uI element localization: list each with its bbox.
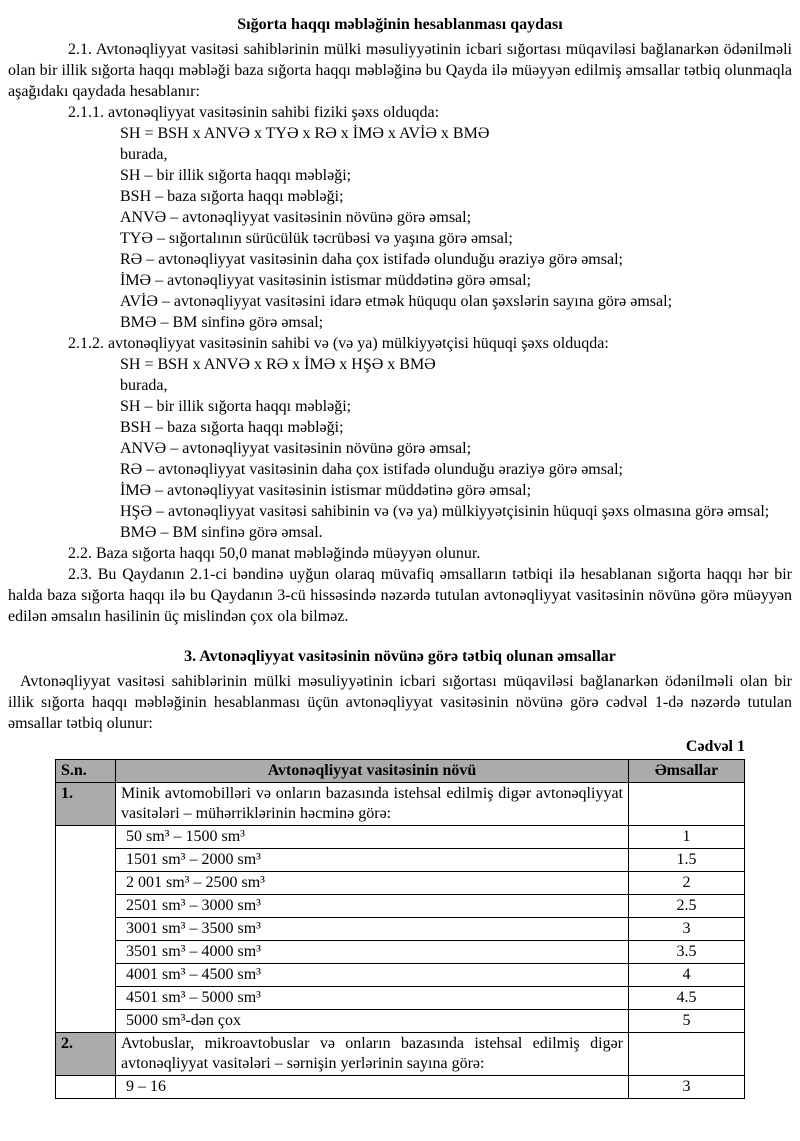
row-label-cell: 5000 sm³-dən çox xyxy=(116,1010,629,1033)
table-row xyxy=(56,895,745,918)
row-label-cell: 4501 sm³ – 5000 sm³ xyxy=(116,987,629,1010)
definition-line: SH = BSH x ANVƏ x RƏ x İMƏ x HŞƏ x BMƏ xyxy=(120,356,436,373)
row-value-cell: 5 xyxy=(629,1010,745,1033)
row-value-cell: 1 xyxy=(629,826,745,849)
row-value-cell: 3.5 xyxy=(629,941,745,964)
row-label-cell: 2501 sm³ – 3000 sm³ xyxy=(116,895,629,918)
section-number-cell: 2. xyxy=(56,1033,116,1076)
definition-line: ANVƏ – avtonəqliyyat vasitəsinin növünə görə əmsal; xyxy=(120,209,472,226)
header-sn: S.n. xyxy=(56,760,116,783)
header-type: Avtonəqliyyat vasitəsinin növü xyxy=(116,760,629,783)
row-value-cell: 4.5 xyxy=(629,987,745,1010)
row-label-cell: 50 sm³ – 1500 sm³ xyxy=(116,826,629,849)
clause-2-3: 2.3. Bu Qaydanın 2.1-ci bəndinə uyğun olaraq müvafiq əmsalların tətbiqi ilə hesablanan sığorta haqqı hər bir halda baza sığorta haqqı ilə bu Qaydanın 3-cü hissəsində nəzərdə tutulan avtonəqliyyat vasitəsinin növünə görə müəyyən edilən əmsalın hasilinin üç mislindən çox ola bilməz. xyxy=(8,566,792,625)
section-spacer-cell xyxy=(56,826,116,1033)
table-row xyxy=(56,987,745,1010)
row-label-cell: 2 001 sm³ – 2500 sm³ xyxy=(116,872,629,895)
table-row xyxy=(56,872,745,895)
definition-line: SH – bir illik sığorta haqqı məbləği; xyxy=(120,167,352,184)
table-caption: Cədvəl 1 xyxy=(685,738,745,755)
table-row xyxy=(56,918,745,941)
definition-line: HŞƏ – avtonəqliyyat vasitəsi sahibinin və (və ya) mülkiyyətçisinin hüquqi şəxs olmasına görə əmsal; xyxy=(120,503,770,520)
definition-line: burada, xyxy=(120,377,168,394)
section-header-row xyxy=(56,783,745,826)
section-description-cell: Avtobuslar, mikroavtobuslar və onların bazasında istehsal edilmiş digər avtonəqliyyat vasitələri – sərnişin yerlərinin sayına görə: xyxy=(116,1033,629,1076)
definition-line: SH – bir illik sığorta haqqı məbləği; xyxy=(120,398,352,415)
table-container xyxy=(55,736,745,1099)
definition-line: RƏ – avtonəqliyyat vasitəsinin daha çox istifadə olunduğu əraziyə görə əmsal; xyxy=(120,251,623,268)
table-row xyxy=(56,849,745,872)
row-value-cell: 1.5 xyxy=(629,849,745,872)
row-label-cell: 1501 sm³ – 2000 sm³ xyxy=(116,849,629,872)
formula-block-2 xyxy=(8,354,792,543)
definition-line: BMƏ – BM sinfinə görə əmsal; xyxy=(120,314,324,331)
definition-line: AVİƏ – avtonəqliyyat vasitəsini idarə etmək hüququ olan şəxslərin sayına görə əmsal; xyxy=(120,293,673,310)
definition-line: RƏ – avtonəqliyyat vasitəsinin daha çox istifadə olunduğu əraziyə görə əmsal; xyxy=(120,461,623,478)
row-label-cell: 3001 sm³ – 3500 sm³ xyxy=(116,918,629,941)
row-value-cell: 2 xyxy=(629,872,745,895)
document-title: Sığorta haqqı məbləğinin hesablanması qaydası xyxy=(237,16,563,33)
row-value-cell: 3 xyxy=(629,918,745,941)
clause-2-2: 2.2. Baza sığorta haqqı 50,0 manat məbləğində müəyyən olunur. xyxy=(68,545,481,562)
definition-line: BMƏ – BM sinfinə görə əmsal. xyxy=(120,524,323,541)
section-spacer-cell xyxy=(56,1076,116,1099)
definition-line: TYƏ – sığortalının sürücülük təcrübəsi və yaşına görə əmsal; xyxy=(120,230,513,247)
definition-line: burada, xyxy=(120,146,168,163)
clause-2-1: 2.1. Avtonəqliyyat vasitəsi sahiblərinin mülki məsuliyyətinin icbari sığortası müqaviləsi bağlanarkən ödənilməli olan bir illik sığorta haqqı məbləği baza sığorta haqqı məbləğinə bu Qayda ilə müəyyən edilmiş əmsallar tətbiq olunmaqla aşağıdakı qaydada hesablanır: xyxy=(8,41,792,100)
definition-line: BSH – baza sığorta haqqı məbləği; xyxy=(120,188,344,205)
row-value-cell: 4 xyxy=(629,964,745,987)
row-label-cell: 9 – 16 xyxy=(116,1076,629,1099)
row-label-cell: 3501 sm³ – 4000 sm³ xyxy=(116,941,629,964)
clause-2-1-2: 2.1.2. avtonəqliyyat vasitəsinin sahibi və (və ya) mülkiyyətçisi hüquqi şəxs olduqda: xyxy=(68,335,609,352)
row-label-cell: 4001 sm³ – 4500 sm³ xyxy=(116,964,629,987)
definition-line: BSH – baza sığorta haqqı məbləği; xyxy=(120,419,344,436)
section-3-intro: Avtonəqliyyat vasitəsi sahiblərinin mülki məsuliyyətinin icbari sığortası müqaviləsi bağlanarkən ödənilməli olan bir illik sığorta haqqı məbləğinin hesablanması üçün avtonəqliyyat vasitəsinin növünə görə cədvəl 1-də nəzərdə tutulan əmsallar tətbiq olunur: xyxy=(8,673,792,732)
table-row xyxy=(56,941,745,964)
section-coefficient-cell xyxy=(629,783,745,826)
row-value-cell: 2.5 xyxy=(629,895,745,918)
definition-line: ANVƏ – avtonəqliyyat vasitəsinin növünə görə əmsal; xyxy=(120,440,472,457)
definition-line: SH = BSH x ANVƏ x TYƏ x RƏ x İMƏ x AVİƏ x BMƏ xyxy=(120,125,490,142)
clause-2-1-1: 2.1.1. avtonəqliyyat vasitəsinin sahibi fiziki şəxs olduqda: xyxy=(68,104,440,121)
definition-line: İMƏ – avtonəqliyyat vasitəsinin istismar müddətinə görə əmsal; xyxy=(120,482,532,499)
section-coefficient-cell xyxy=(629,1033,745,1076)
formula-block-1 xyxy=(8,123,792,333)
section-header-row xyxy=(56,1033,745,1076)
table-row xyxy=(56,1010,745,1033)
row-value-cell: 3 xyxy=(629,1076,745,1099)
table-row xyxy=(56,826,745,849)
section-description-cell: Minik avtomobilləri və onların bazasında istehsal edilmiş digər avtonəqliyyat vasitələri – mühərriklərinin həcminə görə: xyxy=(116,783,629,826)
table-row xyxy=(56,964,745,987)
table-header-row xyxy=(56,760,745,783)
section-number-cell: 1. xyxy=(56,783,116,826)
header-coef: Əmsallar xyxy=(629,760,745,783)
coefficients-table xyxy=(55,759,745,1099)
section-3-heading: 3. Avtonəqliyyat vasitəsinin növünə görə tətbiq olunan əmsallar xyxy=(184,648,616,665)
definition-line: İMƏ – avtonəqliyyat vasitəsinin istismar müddətinə görə əmsal; xyxy=(120,272,532,289)
table-row xyxy=(56,1076,745,1099)
